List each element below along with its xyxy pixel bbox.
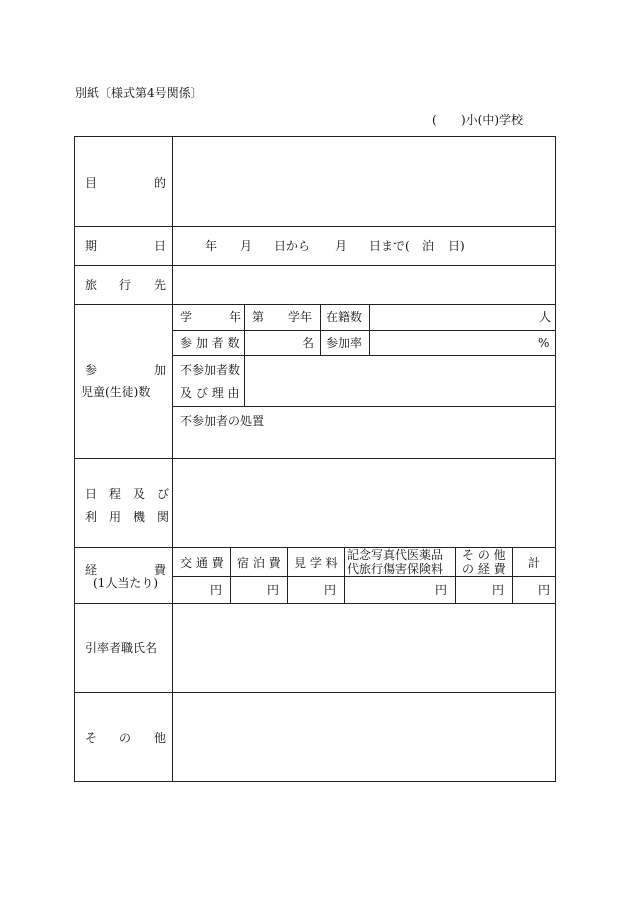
grade-label-left: 学 <box>180 310 193 324</box>
grade-year: 学年 <box>288 310 313 324</box>
yen-lodging: 円 <box>267 583 280 597</box>
label-chaperone: 引率者職氏名 <box>85 641 158 655</box>
period-day-from: 日から <box>274 239 311 253</box>
yen-misc: 円 <box>435 583 448 597</box>
period-month-from: 月 <box>240 239 253 253</box>
rate-label: 参加率 <box>326 336 363 350</box>
form-reference: 別紙〔様式第4号関係〕 <box>75 86 203 100</box>
nonparticipants-label-1: 不参加者数 <box>180 363 241 377</box>
school-name: )小(中)学校 <box>461 113 524 127</box>
yen-admission: 円 <box>324 583 337 597</box>
label-other-3: 他 <box>154 731 167 745</box>
label-participation-2: 加 <box>154 363 167 377</box>
expense-header-lodging: 宿 泊 費 <box>237 556 281 570</box>
form-table <box>74 136 556 782</box>
label-destination-3: 先 <box>154 278 167 292</box>
label-schedule-2: 利 用 機 関 <box>85 510 170 524</box>
period-month-until: 月 <box>335 239 348 253</box>
label-destination-2: 行 <box>119 278 132 292</box>
nonparticipants-disposal: 不参加者の処置 <box>180 414 265 428</box>
expense-header-transport: 交 通 費 <box>180 556 224 570</box>
label-column-divider <box>172 136 173 782</box>
label-destination-1: 旅 <box>85 278 98 292</box>
label-purpose-1: 目 <box>85 176 98 190</box>
yen-transport: 円 <box>210 583 223 597</box>
grade-label-right: 年 <box>229 310 242 324</box>
expense-header-other-2: の 経 費 <box>462 562 506 576</box>
nonparticipants-label-2: 及 び 理 由 <box>180 386 240 400</box>
expense-header-total: 計 <box>528 556 541 570</box>
label-expenses-note: (1人当たり) <box>93 576 158 590</box>
label-schedule-1: 日 程 及 び <box>85 487 170 501</box>
label-other-2: の <box>119 731 132 745</box>
label-other-1: そ <box>85 731 98 745</box>
percent-unit: % <box>538 336 550 350</box>
enrolled-label: 在籍数 <box>326 310 363 324</box>
expense-header-misc-1: 記念写真代医薬品 <box>347 548 444 562</box>
label-participation-count: 児童(生徒)数 <box>81 385 151 399</box>
expense-header-admission: 見 学 料 <box>294 556 338 570</box>
name-unit: 名 <box>302 336 315 350</box>
expense-header-other-1: そ の 他 <box>462 548 506 562</box>
school-paren-open: ( <box>432 113 437 127</box>
label-expenses-2: 費 <box>154 563 167 577</box>
label-purpose-2: 的 <box>154 176 167 190</box>
period-year: 年 <box>205 239 218 253</box>
grade-dai: 第 <box>252 310 265 324</box>
period-day-until: 日まで( <box>369 239 410 253</box>
label-participation-1: 参 <box>85 363 98 377</box>
participants-label: 参 加 者 数 <box>180 336 240 350</box>
person-unit: 人 <box>539 310 552 324</box>
expense-header-misc-2: 代旅行傷害保険料 <box>347 562 444 576</box>
yen-total: 円 <box>538 583 551 597</box>
label-period-1: 期 <box>85 239 98 253</box>
period-days: 日) <box>448 239 465 253</box>
period-nights: 泊 <box>422 239 435 253</box>
label-period-2: 日 <box>154 239 167 253</box>
yen-other: 円 <box>492 583 505 597</box>
label-expenses-1: 経 <box>85 563 98 577</box>
